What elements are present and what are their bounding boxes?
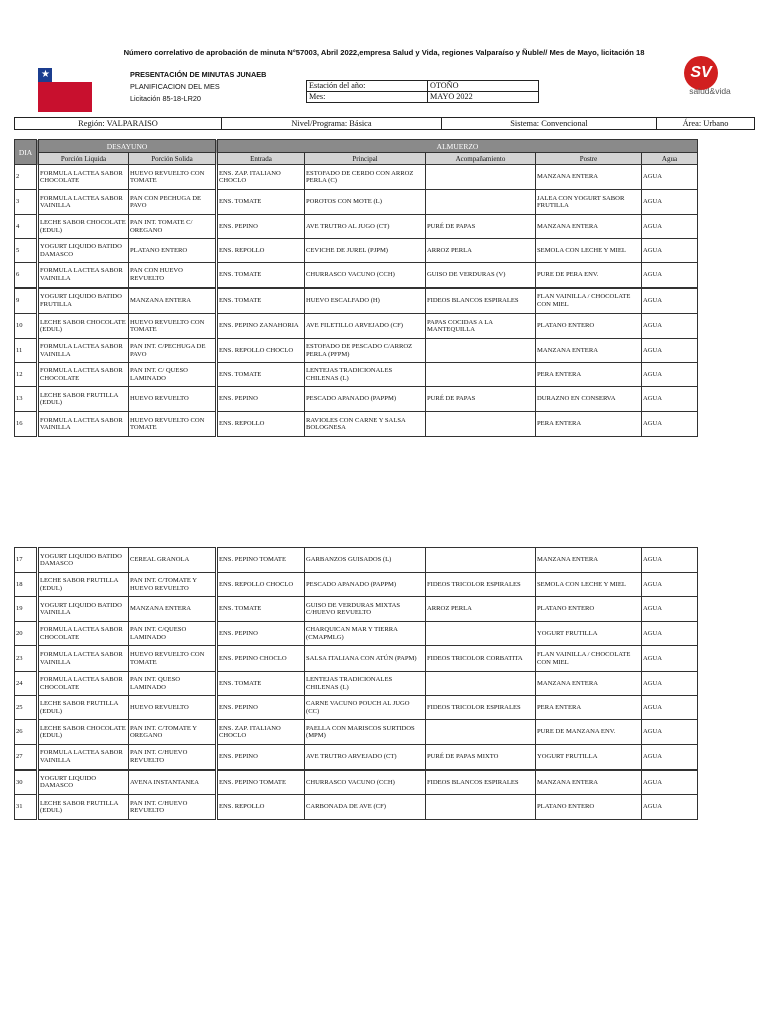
agua-cell: AGUA <box>642 165 698 190</box>
postre-cell: MANZANA ENTERA <box>536 165 642 190</box>
entrada-cell: ENS. PEPINO <box>217 696 305 720</box>
table-row <box>15 239 698 263</box>
entrada-cell: ENS. TOMATE <box>217 363 305 387</box>
agua-cell: AGUA <box>642 387 698 412</box>
day-cell: 27 <box>15 745 38 770</box>
acompanamiento-cell: FIDEOS TRICOLOR ESPIRALES <box>426 696 536 720</box>
acompanamiento-cell: FIDEOS TRICOLOR CORBATITA <box>426 646 536 672</box>
table-row <box>15 263 698 288</box>
porcion-solida-cell: PAN INT. C/QUESO LAMINADO <box>129 622 217 646</box>
col-porcion-solida: Porción Solida <box>129 153 217 165</box>
agua-cell: AGUA <box>642 646 698 672</box>
acompanamiento-cell <box>426 165 536 190</box>
sv-circle: SV <box>684 56 718 90</box>
principal-cell: LENTEJAS TRADICIONALES CHILENAS (L) <box>305 672 426 696</box>
porcion-solida-cell: PAN INT. C/TOMATE Y OREGANO <box>129 720 217 745</box>
principal-cell: CARBONADA DE AVE (CF) <box>305 795 426 820</box>
principal-cell: ESTOFADO DE CERDO CON ARROZ PERLA (C) <box>305 165 426 190</box>
principal-cell: PESCADO APANADO (PAPPM) <box>305 573 426 597</box>
day-cell: 31 <box>15 795 38 820</box>
acompanamiento-cell: PURÉ DE PAPAS <box>426 215 536 239</box>
day-cell: 18 <box>15 573 38 597</box>
table-row <box>15 622 698 646</box>
porcion-solida-cell: PAN INT. C/TOMATE Y HUEVO REVUELTO <box>129 573 217 597</box>
table-row <box>15 720 698 745</box>
acompanamiento-cell <box>426 622 536 646</box>
porcion-liquida-cell: FORMULA LACTEA SABOR CHOCOLATE <box>38 363 129 387</box>
principal-cell: CHURRASCO VACUNO (CCH) <box>305 263 426 288</box>
acompanamiento-cell <box>426 795 536 820</box>
porcion-solida-cell: PAN INT. C/ QUESO LAMINADO <box>129 363 217 387</box>
postre-cell: MANZANA ENTERA <box>536 339 642 363</box>
postre-cell: YOGURT FRUTILLA <box>536 622 642 646</box>
entrada-cell: ENS. PEPINO TOMATE <box>217 770 305 795</box>
table-row <box>15 646 698 672</box>
acompanamiento-cell <box>426 720 536 745</box>
postre-cell: YOGURT FRUTILLA <box>536 745 642 770</box>
agua-cell: AGUA <box>642 363 698 387</box>
postre-cell: MANZANA ENTERA <box>536 215 642 239</box>
acompanamiento-cell: ARROZ PERLA <box>426 597 536 622</box>
menu-table-1 <box>14 139 698 437</box>
porcion-liquida-cell: FORMULA LACTEA SABOR VAINILLA <box>38 745 129 770</box>
col-porcion-liquida: Porción Liquida <box>38 153 129 165</box>
day-cell: 9 <box>15 288 38 314</box>
table-row <box>15 548 698 573</box>
principal-cell: ESTOFADO DE PESCADO C/ARROZ PERLA (PFPM) <box>305 339 426 363</box>
day-cell: 12 <box>15 363 38 387</box>
entrada-cell: ENS. TOMATE <box>217 190 305 215</box>
region-bar <box>14 117 755 130</box>
entrada-cell: ENS. REPOLLO <box>217 412 305 437</box>
agua-cell: AGUA <box>642 622 698 646</box>
agua-cell: AGUA <box>642 720 698 745</box>
porcion-liquida-cell: YOGURT LIQUIDO BATIDO DAMASCO <box>38 239 129 263</box>
porcion-liquida-cell: FORMULA LACTEA SABOR VAINILLA <box>38 190 129 215</box>
entrada-cell: ENS. PEPINO CHOCLO <box>217 646 305 672</box>
season-value: OTOÑO <box>428 81 539 92</box>
principal-cell: PESCADO APANADO (PAPPM) <box>305 387 426 412</box>
porcion-liquida-cell: FORMULA LACTEA SABOR VAINILLA <box>38 339 129 363</box>
agua-cell: AGUA <box>642 597 698 622</box>
entrada-cell: ENS. PEPINO <box>217 387 305 412</box>
day-cell: 25 <box>15 696 38 720</box>
presentation-block <box>130 69 266 105</box>
agua-cell: AGUA <box>642 339 698 363</box>
postre-cell: PERA ENTERA <box>536 412 642 437</box>
entrada-cell: ENS. PEPINO <box>217 745 305 770</box>
tender-label: Licitación 85-18-LR20 <box>130 94 201 103</box>
agua-cell: AGUA <box>642 314 698 339</box>
porcion-liquida-cell: LECHE SABOR CHOCOLATE (EDUL) <box>38 314 129 339</box>
principal-cell: HUEVO ESCALFADO (H) <box>305 288 426 314</box>
postre-cell: PERA ENTERA <box>536 696 642 720</box>
acompanamiento-cell: PURÉ DE PAPAS MIXTO <box>426 745 536 770</box>
system-cell: Sistema: Convencional <box>442 118 657 130</box>
acompanamiento-cell: ARROZ PERLA <box>426 239 536 263</box>
entrada-cell: ENS. REPOLLO CHOCLO <box>217 573 305 597</box>
day-cell: 11 <box>15 339 38 363</box>
porcion-solida-cell: HUEVO REVUELTO <box>129 387 217 412</box>
day-cell: 6 <box>15 263 38 288</box>
approval-header: Número correlativo de aprobación de minuta N°57003, Abril 2022,empresa Salud y Vida, regiones Valparaíso y Ñuble// Mes de Mayo, licitación 18 <box>123 48 645 57</box>
planning-label: PLANIFICACION DEL MES <box>130 82 220 91</box>
entrada-cell: ENS. ZAP. ITALIANO CHOCLO <box>217 720 305 745</box>
day-cell: 17 <box>15 548 38 573</box>
table-row <box>15 288 698 314</box>
postre-cell: MANZANA ENTERA <box>536 770 642 795</box>
table-row <box>15 190 698 215</box>
acompanamiento-cell: PAPAS COCIDAS A LA MANTEQUILLA <box>426 314 536 339</box>
table-row <box>15 165 698 190</box>
agua-cell: AGUA <box>642 190 698 215</box>
postre-cell: PLATANO ENTERO <box>536 795 642 820</box>
principal-cell: AVE TRUTRO ARVEJADO (CT) <box>305 745 426 770</box>
acompanamiento-cell: FIDEOS TRICOLOR ESPIRALES <box>426 573 536 597</box>
col-entrada: Entrada <box>217 153 305 165</box>
porcion-solida-cell: HUEVO REVUELTO <box>129 696 217 720</box>
postre-cell: PERA ENTERA <box>536 363 642 387</box>
agua-cell: AGUA <box>642 672 698 696</box>
porcion-liquida-cell: LECHE SABOR FRUTILLA (EDUL) <box>38 696 129 720</box>
acompanamiento-cell <box>426 363 536 387</box>
presentation-title: PRESENTACIÓN DE MINUTAS JUNAEB <box>130 70 267 79</box>
postre-cell: SEMOLA CON LECHE Y MIEL <box>536 239 642 263</box>
table-row <box>15 597 698 622</box>
month-label: Mes: <box>307 92 428 103</box>
day-cell: 26 <box>15 720 38 745</box>
porcion-liquida-cell: LECHE SABOR FRUTILLA (EDUL) <box>38 795 129 820</box>
day-cell: 24 <box>15 672 38 696</box>
postre-cell: PURE DE MANZANA ENV. <box>536 720 642 745</box>
postre-cell: PLATANO ENTERO <box>536 597 642 622</box>
table-row <box>15 412 698 437</box>
agua-cell: AGUA <box>642 770 698 795</box>
acompanamiento-cell: PURÉ DE PAPAS <box>426 387 536 412</box>
porcion-liquida-cell: FORMULA LACTEA SABOR CHOCOLATE <box>38 622 129 646</box>
porcion-solida-cell: MANZANA ENTERA <box>129 288 217 314</box>
table-row <box>15 339 698 363</box>
porcion-liquida-cell: FORMULA LACTEA SABOR VAINILLA <box>38 412 129 437</box>
principal-cell: AVE TRUTRO AL JUGO (CT) <box>305 215 426 239</box>
principal-cell: SALSA ITALIANA CON ATÚN (PAPM) <box>305 646 426 672</box>
agua-cell: AGUA <box>642 412 698 437</box>
porcion-liquida-cell: FORMULA LACTEA SABOR CHOCOLATE <box>38 672 129 696</box>
agua-cell: AGUA <box>642 795 698 820</box>
entrada-cell: ENS. PEPINO ZANAHORIA <box>217 314 305 339</box>
porcion-liquida-cell: YOGURT LIQUIDO BATIDO DAMASCO <box>38 548 129 573</box>
desayuno-header: DESAYUNO <box>38 140 217 153</box>
porcion-liquida-cell: YOGURT LIQUIDO BATIDO VAINILLA <box>38 597 129 622</box>
day-cell: 4 <box>15 215 38 239</box>
porcion-solida-cell: PAN INT. C/HUEVO REVUELTO <box>129 745 217 770</box>
acompanamiento-cell <box>426 339 536 363</box>
porcion-solida-cell: MANZANA ENTERA <box>129 597 217 622</box>
region-cell: Región: VALPARAISO <box>15 118 222 130</box>
table-row <box>15 795 698 820</box>
table-row <box>15 672 698 696</box>
season-table <box>306 80 539 103</box>
entrada-cell: ENS. TOMATE <box>217 263 305 288</box>
day-cell: 3 <box>15 190 38 215</box>
entrada-cell: ENS. REPOLLO CHOCLO <box>217 339 305 363</box>
acompanamiento-cell: FIDEOS BLANCOS ESPIRALES <box>426 288 536 314</box>
postre-cell: JALEA CON YOGURT SABOR FRUTILLA <box>536 190 642 215</box>
principal-cell: CARNE VACUNO POUCH AL JUGO (CC) <box>305 696 426 720</box>
porcion-liquida-cell: FORMULA LACTEA SABOR VAINILLA <box>38 263 129 288</box>
col-principal: Principal <box>305 153 426 165</box>
postre-cell: FLAN VAINILLA / CHOCOLATE CON MIEL <box>536 646 642 672</box>
day-cell: 13 <box>15 387 38 412</box>
postre-cell: SEMOLA CON LECHE Y MIEL <box>536 573 642 597</box>
porcion-solida-cell: PAN CON HUEVO REVUELTO <box>129 263 217 288</box>
acompanamiento-cell <box>426 412 536 437</box>
entrada-cell: ENS. TOMATE <box>217 288 305 314</box>
porcion-liquida-cell: YOGURT LIQUIDO DAMASCO <box>38 770 129 795</box>
porcion-solida-cell: HUEVO REVUELTO CON TOMATE <box>129 165 217 190</box>
col-acompanamiento: Acompañamiento <box>426 153 536 165</box>
principal-cell: POROTOS CON MOTE (L) <box>305 190 426 215</box>
porcion-liquida-cell: YOGURT LIQUIDO BATIDO FRUTILLA <box>38 288 129 314</box>
menu-table-2 <box>14 547 698 820</box>
porcion-liquida-cell: LECHE SABOR FRUTILLA (EDUL) <box>38 387 129 412</box>
postre-cell: MANZANA ENTERA <box>536 548 642 573</box>
postre-cell: MANZANA ENTERA <box>536 672 642 696</box>
principal-cell: CEVICHE DE JUREL (PJPM) <box>305 239 426 263</box>
porcion-liquida-cell: LECHE SABOR CHOCOLATE (EDUL) <box>38 720 129 745</box>
principal-cell: PAELLA CON MARISCOS SURTIDOS (MPM) <box>305 720 426 745</box>
entrada-cell: ENS. ZAP. ITALIANO CHOCLO <box>217 165 305 190</box>
principal-cell: LENTEJAS TRADICIONALES CHILENAS (L) <box>305 363 426 387</box>
porcion-solida-cell: CEREAL GRANOLA <box>129 548 217 573</box>
acompanamiento-cell <box>426 548 536 573</box>
table-row <box>15 745 698 770</box>
acompanamiento-cell: FIDEOS BLANCOS ESPIRALES <box>426 770 536 795</box>
day-cell: 20 <box>15 622 38 646</box>
principal-cell: AVE FILETILLO ARVEJADO (CF) <box>305 314 426 339</box>
porcion-solida-cell: HUEVO REVUELTO CON TOMATE <box>129 314 217 339</box>
day-cell: 10 <box>15 314 38 339</box>
entrada-cell: ENS. TOMATE <box>217 672 305 696</box>
agua-cell: AGUA <box>642 239 698 263</box>
table-row <box>15 770 698 795</box>
day-cell: 2 <box>15 165 38 190</box>
porcion-solida-cell: PAN INT. C/HUEVO REVUELTO <box>129 795 217 820</box>
entrada-cell: ENS. PEPINO <box>217 622 305 646</box>
day-cell: 16 <box>15 412 38 437</box>
day-cell: 5 <box>15 239 38 263</box>
agua-cell: AGUA <box>642 696 698 720</box>
table-row <box>15 387 698 412</box>
principal-cell: CHURRASCO VACUNO (CCH) <box>305 770 426 795</box>
porcion-solida-cell: PAN INT. TOMATE C/ OREGANO <box>129 215 217 239</box>
principal-cell: GARBANZOS GUISADOS (L) <box>305 548 426 573</box>
porcion-solida-cell: PAN INT. C/PECHUGA DE PAVO <box>129 339 217 363</box>
principal-cell: GUISO DE VERDURAS MIXTAS C/HUEVO REVUELTO <box>305 597 426 622</box>
entrada-cell: ENS. PEPINO <box>217 215 305 239</box>
postre-cell: DURAZNO EN CONSERVA <box>536 387 642 412</box>
sv-wordmark: salud&vida <box>689 86 731 96</box>
agua-cell: AGUA <box>642 263 698 288</box>
agua-cell: AGUA <box>642 215 698 239</box>
table-row <box>15 363 698 387</box>
porcion-solida-cell: PAN INT. QUESO LAMINADO <box>129 672 217 696</box>
table-row <box>15 215 698 239</box>
almuerzo-header: ALMUERZO <box>217 140 698 153</box>
entrada-cell: ENS. REPOLLO <box>217 239 305 263</box>
day-cell: 30 <box>15 770 38 795</box>
dia-header: DIA <box>15 140 38 165</box>
porcion-liquida-cell: LECHE SABOR CHOCOLATE (EDUL) <box>38 215 129 239</box>
acompanamiento-cell <box>426 672 536 696</box>
day-cell: 23 <box>15 646 38 672</box>
entrada-cell: ENS. REPOLLO <box>217 795 305 820</box>
porcion-solida-cell: HUEVO REVUELTO CON TOMATE <box>129 412 217 437</box>
government-logo: ★ <box>38 68 92 112</box>
col-postre: Postre <box>536 153 642 165</box>
season-label: Estación del año: <box>307 81 428 92</box>
day-cell: 19 <box>15 597 38 622</box>
table-row <box>15 573 698 597</box>
acompanamiento-cell: GUISO DE VERDURAS (V) <box>426 263 536 288</box>
porcion-liquida-cell: LECHE SABOR FRUTILLA (EDUL) <box>38 573 129 597</box>
agua-cell: AGUA <box>642 745 698 770</box>
porcion-solida-cell: PLATANO ENTERO <box>129 239 217 263</box>
postre-cell: FLAN VAINILLA / CHOCOLATE CON MIEL <box>536 288 642 314</box>
postre-cell: PURE DE PERA ENV. <box>536 263 642 288</box>
entrada-cell: ENS. TOMATE <box>217 597 305 622</box>
level-cell: Nivel/Programa: Básica <box>222 118 442 130</box>
postre-cell: PLATANO ENTERO <box>536 314 642 339</box>
agua-cell: AGUA <box>642 548 698 573</box>
acompanamiento-cell <box>426 190 536 215</box>
principal-cell: RAVIOLES CON CARNE Y SALSA BOLOGNESA <box>305 412 426 437</box>
table-row <box>15 314 698 339</box>
area-cell: Área: Urbano <box>657 118 755 130</box>
table-row <box>15 696 698 720</box>
principal-cell: CHARQUICAN MAR Y TIERRA (CMAPMLG) <box>305 622 426 646</box>
porcion-liquida-cell: FORMULA LACTEA SABOR CHOCOLATE <box>38 165 129 190</box>
agua-cell: AGUA <box>642 288 698 314</box>
porcion-solida-cell: AVENA INSTANTANEA <box>129 770 217 795</box>
month-value: MAYO 2022 <box>428 92 539 103</box>
porcion-solida-cell: HUEVO REVUELTO CON TOMATE <box>129 646 217 672</box>
porcion-liquida-cell: FORMULA LACTEA SABOR VAINILLA <box>38 646 129 672</box>
col-agua: Agua <box>642 153 698 165</box>
salud-vida-logo <box>672 56 748 100</box>
entrada-cell: ENS. PEPINO TOMATE <box>217 548 305 573</box>
agua-cell: AGUA <box>642 573 698 597</box>
porcion-solida-cell: PAN CON PECHUGA DE PAVO <box>129 190 217 215</box>
